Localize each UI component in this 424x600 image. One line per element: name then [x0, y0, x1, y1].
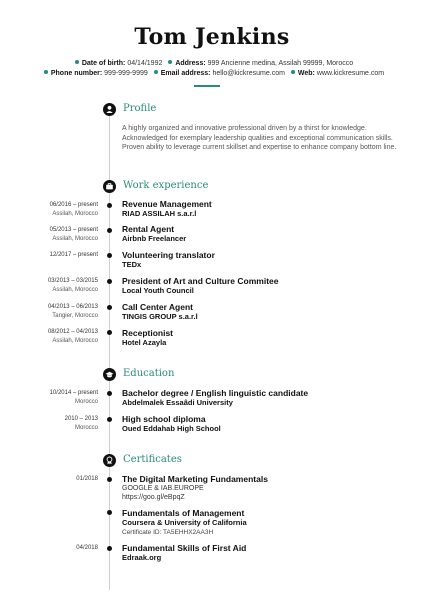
timeline-bullet: [107, 477, 112, 482]
timeline-bullet: [107, 228, 112, 233]
work-date: 06/2016 – present: [49, 202, 98, 208]
timeline-bullet: [107, 203, 112, 208]
dob-label: Date of birth:: [81, 60, 126, 67]
work-org: TINGIS GROUP s.a.r.l: [122, 312, 198, 321]
work-org: Airbnb Freelancer: [122, 234, 187, 243]
bullet-dot: [168, 60, 172, 64]
work-role: Revenue Management: [122, 199, 212, 209]
certificate-meta: [18, 544, 98, 553]
work-entry: [122, 302, 412, 322]
certificate-date: 04/2018: [76, 545, 98, 551]
certificate-meta: [18, 475, 98, 484]
work-meta: [18, 226, 98, 244]
work-entry: [122, 199, 412, 219]
dob-value: 04/14/1992: [127, 60, 163, 67]
certificate-name: Fundamentals of Management: [122, 508, 245, 518]
section-title-certificates: Certificates: [123, 454, 182, 465]
address-label: Address:: [175, 60, 206, 67]
certificate-id: Certificate ID: TA5EHHX2AA3H: [122, 528, 214, 536]
work-location: Tangier, Morocco: [52, 313, 98, 319]
work-meta: [18, 277, 98, 295]
work-entry: [122, 328, 412, 348]
bullet-dot: [154, 70, 158, 74]
work-role: Receptionist: [122, 328, 174, 338]
work-location: Assilah, Morocco: [52, 338, 98, 344]
timeline-bullet: [107, 391, 112, 396]
contact-line-2: [0, 70, 424, 77]
phone-value: 999-999-9999: [104, 70, 148, 77]
work-date: 12/2017 – present: [49, 252, 98, 258]
work-meta: [18, 201, 98, 219]
work-meta: [18, 303, 98, 321]
web-value[interactable]: www.kickresume.com: [316, 70, 385, 77]
education-date: 10/2014 – present: [49, 390, 98, 396]
email-value: hello@kickresume.com: [212, 70, 285, 77]
timeline-bullet: [107, 279, 112, 284]
contact-line-1: [0, 60, 424, 67]
section-title-profile: Profile: [123, 103, 157, 114]
education-school: Oued Eddahab High School: [122, 424, 221, 433]
timeline-bullet: [107, 305, 112, 310]
profile-summary: A highly organized and innovative professional driven by a thirst for knowledge. Acknowledged for exemplary leadership qualities and exceptional communication skills. Proven ability to leverage current skillset and expertise to enhance company bottom line.: [122, 125, 397, 151]
education-location: Morocco: [74, 399, 98, 405]
work-org: TEDx: [122, 260, 142, 269]
education-entry: [122, 414, 412, 434]
certificate-link[interactable]: https://goo.gl/eBpqZ: [122, 494, 185, 501]
certificate-entry: [122, 543, 412, 563]
education-entry: [122, 388, 412, 408]
work-role: President of Art and Culture Commitee: [122, 276, 279, 286]
work-role: Volunteering translator: [122, 250, 215, 260]
work-meta: [18, 328, 98, 346]
work-role: Call Center Agent: [122, 302, 194, 312]
email-label: Email address:: [160, 70, 211, 77]
phone-label: Phone number:: [50, 70, 103, 77]
education-degree: Bachelor degree / English linguistic candidate: [122, 388, 309, 398]
certificate-issuer: Coursera & University of California: [122, 518, 247, 527]
education-school: Abdelmalek Essaâdi University: [122, 398, 233, 407]
certificate-entry: [122, 508, 412, 537]
section-title-education: Education: [123, 368, 175, 379]
work-entry: [122, 224, 412, 244]
certificate-date: 01/2018: [76, 476, 98, 482]
work-date: 04/2013 – 06/2013: [47, 304, 98, 310]
timeline-bullet: [107, 417, 112, 422]
bullet-dot: [75, 60, 79, 64]
work-role: Rental Agent: [122, 224, 175, 234]
work-entry: [122, 250, 412, 270]
bullet-dot: [291, 70, 295, 74]
education-meta: [18, 415, 98, 433]
candidate-name: Tom Jenkins: [134, 24, 290, 50]
education-location: Morocco: [74, 425, 98, 431]
section-title-work: Work experience: [123, 180, 209, 191]
work-location: Assilah, Morocco: [52, 236, 98, 242]
address-value: 999 Ancienne medina, Assilah 99999, Morocco: [207, 60, 354, 67]
work-entry: [122, 276, 412, 296]
award-ribbon-icon: [103, 454, 116, 467]
bullet-dot: [44, 70, 48, 74]
certificate-link[interactable]: Edraak.org: [122, 553, 162, 562]
work-org: RIAD ASSILAH s.a.r.l: [122, 209, 197, 218]
certificate-issuer: GOOGLE & IAB.EUROPE: [122, 485, 204, 492]
timeline-bullet: [107, 253, 112, 258]
accent-divider: [194, 85, 220, 87]
person-icon: [103, 103, 116, 116]
work-org: Hotel Azayla: [122, 338, 167, 347]
work-date: 05/2013 – present: [49, 227, 98, 233]
timeline-bullet: [107, 330, 112, 335]
timeline-bullet: [107, 510, 112, 515]
education-meta: [18, 389, 98, 407]
certificate-name: Fundamental Skills of First Aid: [122, 543, 247, 553]
graduation-cap-icon: [103, 368, 116, 381]
certificate-name: The Digital Marketing Fundamentals: [122, 474, 268, 484]
timeline-bullet: [107, 546, 112, 551]
work-date: 08/2012 – 04/2013: [47, 329, 98, 335]
education-degree: High school diploma: [122, 414, 206, 424]
web-label: Web:: [297, 70, 315, 77]
work-meta: [18, 251, 98, 260]
briefcase-icon: [103, 180, 116, 193]
work-org: Local Youth Council: [122, 286, 194, 295]
certificate-entry: [122, 474, 412, 502]
work-location: Assilah, Morocco: [52, 287, 98, 293]
work-location: Assilah, Morocco: [52, 211, 98, 217]
education-date: 2010 – 2013: [64, 416, 98, 422]
work-date: 03/2013 – 03/2015: [47, 278, 98, 284]
